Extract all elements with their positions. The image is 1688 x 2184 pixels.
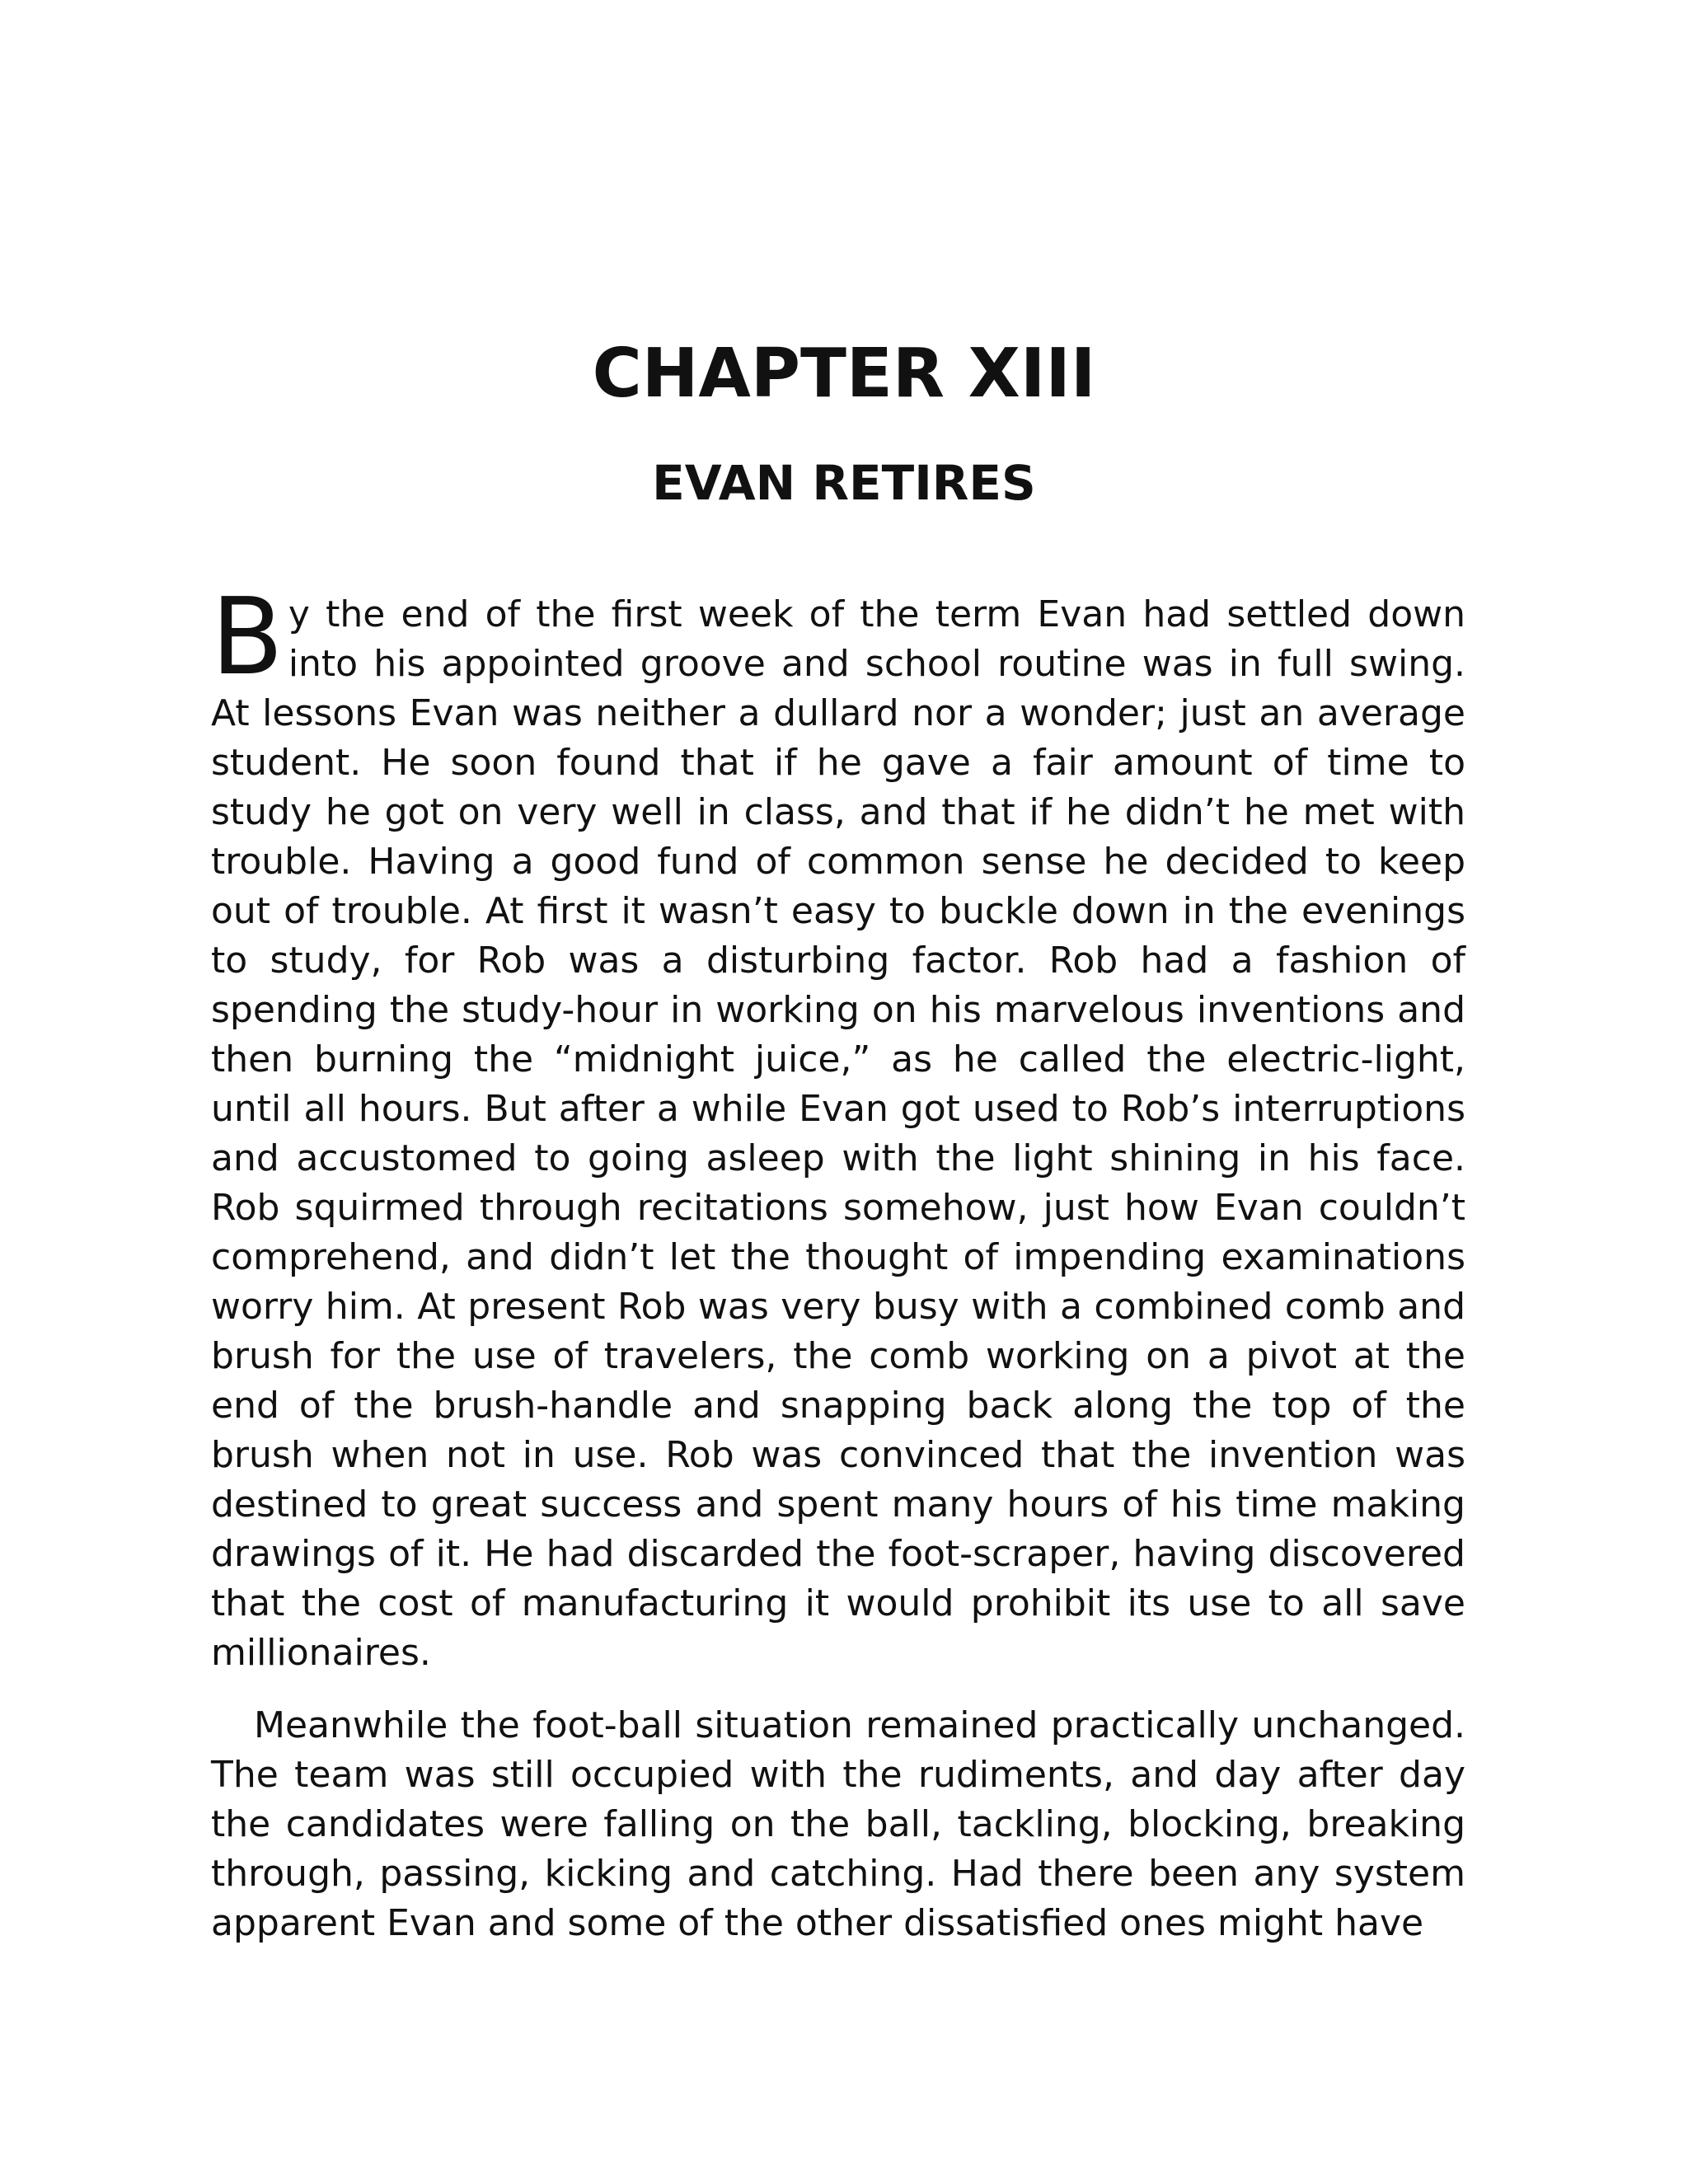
- drop-cap: B: [211, 576, 284, 699]
- chapter-number: CHAPTER XIII: [592, 335, 1096, 413]
- paragraph-1: [211, 576, 1465, 1678]
- chapter-body: [211, 576, 1465, 1948]
- chapter-title: EVAN RETIRES: [652, 455, 1036, 511]
- paragraph-2: Meanwhile the foot-ball situation remained practically unchanged. The team was still occupied with the rudiments, and day after day the candidates were falling on the ball, tackling, blocking, breaking through, passing, kicking and catching. Had there been any system apparent Evan and some of the other dissatisfied ones might have: [211, 1704, 1465, 1944]
- paragraph-1-text: y the end of the first week of the term Evan had settled down into his appointed groove and school routine was in full swing. At lessons Evan was neither a dullard nor a wonder; just an average student. He soon found that if he gave a fair amount of time to study he got on very well in class, and that if he didn’t he met with trouble. Having a good fund of common sense he decided to keep out of trouble. At first it wasn’t easy to buckle down in the evenings to study, for Rob was a disturbing factor. Rob had a fashion of spending the study-hour in working on his marvelous inventions and then burning the “midnight juice,” as he called the electric-light, until all hours. But after a while Evan got used to Rob’s interruptions and accustomed to going asleep with the light shining in his face. Rob squirmed through recitations somehow, just how Evan couldn’t comprehend, and didn’t let the thought of impending examinations worry him. At present Rob was very busy with a combined comb and brush for the use of travelers, the comb working on a pivot at the end of the brush-handle and snapping back along the top of the brush when not in use. Rob was convinced that the invention was destined to great success and spent many hours of his time making drawings of it. He had discarded the foot-scraper, having discovered that the cost of manufacturing it would prohibit its use to all save millionaires.: [211, 593, 1465, 1674]
